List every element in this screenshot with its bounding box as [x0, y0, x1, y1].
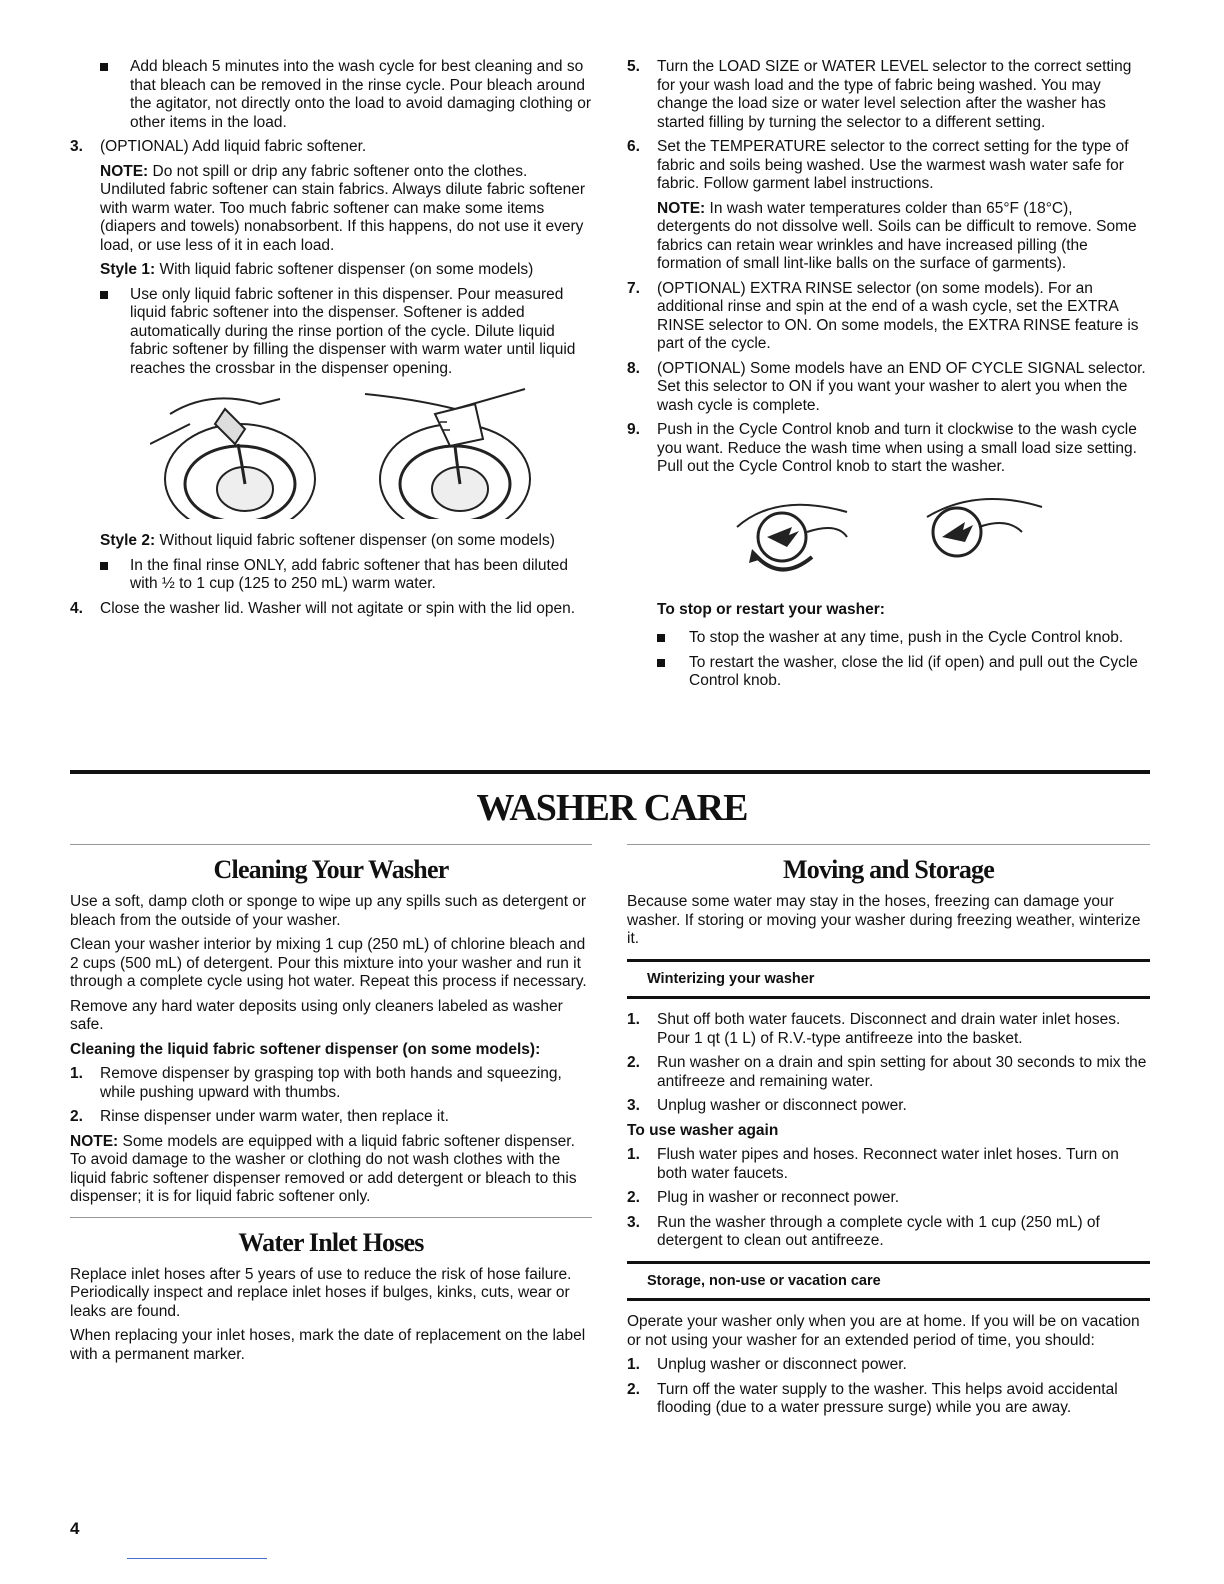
step-4: [70, 600, 595, 619]
softener-illustrations: [70, 384, 595, 524]
divider: [70, 844, 592, 845]
restart-bullet: To restart the washer, close the lid (if open) and pull out the Cycle Control knob.: [627, 654, 1150, 691]
temperature-note: [657, 200, 1150, 274]
divider: [70, 1217, 592, 1218]
step-number: 5.: [627, 58, 640, 75]
step-number: 1.: [627, 1356, 640, 1373]
step-number: 2.: [627, 1380, 640, 1398]
step-number: 2.: [627, 1054, 640, 1071]
bleach-bullet: Add bleach 5 minutes into the wash cycle for best cleaning and so that bleach can be removed in the rinse cycle. Pour bleach around the agitator, not directly onto the load to avoid damaging clothing or other items in the load.: [70, 58, 595, 132]
pull-knob-illustration: [907, 487, 1057, 582]
step-text: Run the washer through a complete cycle with 1 cup (250 mL) of detergent to clean out antifreeze.: [657, 1213, 1100, 1249]
step-8: [627, 360, 1150, 416]
step-text: Close the washer lid. Washer will not agitate or spin with the lid open.: [100, 599, 575, 617]
dispenser-pour-illustration: [150, 384, 320, 519]
style-2-bullet: In the final rinse ONLY, add fabric softener that has been diluted with ½ to 1 cup (125 to 250 mL) warm water.: [70, 557, 595, 594]
cleaning-paragraph: Use a soft, damp cloth or sponge to wipe up any spills such as detergent or bleach from the outside of your washer.: [70, 893, 587, 929]
step-number: 1.: [70, 1065, 83, 1082]
step-number: 4.: [70, 599, 83, 617]
divider: [627, 844, 1150, 845]
cleaning-step: [70, 1065, 592, 1102]
step-number: 2.: [70, 1108, 83, 1125]
footer-line: [127, 1558, 267, 1559]
step-text: Shut off both water faucets. Disconnect and drain water inlet hoses. Pour 1 qt (1 L) of R.V.-type antifreeze into the basket.: [657, 1011, 1121, 1047]
step-text: (OPTIONAL) Some models have an END OF CYCLE SIGNAL selector. Set this selector to ON if you want your washer to alert you when the wash cycle is complete.: [657, 359, 1146, 414]
note-label: NOTE:: [100, 162, 149, 180]
style-2-text: Without liquid fabric softener dispenser (on some models): [155, 532, 555, 549]
step-text: Push in the Cycle Control knob and turn it clockwise to the wash cycle you want. Reduce the wash time when using a small load size setting. Pull out the Cycle Control knob to start the washer.: [657, 421, 1137, 475]
note-text: Some models are equipped with a liquid fabric softener dispenser. To avoid damage to the washer or clothing do not wash clothes with the liquid fabric softener dispenser removed or add detergent or bleach to this dispenser; it is for liquid fabric softener only.: [70, 1132, 577, 1205]
step-text: Remove dispenser by grasping top with both hands and squeezing, while pushing upward with thumbs.: [100, 1065, 562, 1101]
storage-step: [627, 1381, 1150, 1418]
winterizing-step: [627, 1011, 1150, 1048]
step-number: 6.: [627, 138, 640, 155]
hoses-title: Water Inlet Hoses: [238, 1227, 424, 1257]
winterizing-step: [627, 1097, 1150, 1116]
step-number: 3.: [627, 1213, 640, 1231]
section-title: WASHER CARE: [476, 787, 748, 829]
hoses-paragraph: When replacing your inlet hoses, mark the date of replacement on the label with a permanent marker.: [70, 1327, 586, 1363]
style-1-text: With liquid fabric softener dispenser (on some models): [155, 261, 534, 278]
step-number: 1.: [627, 1146, 640, 1163]
cleaning-paragraph: Clean your washer interior by mixing 1 cup (250 mL) of chlorine bleach and 2 cups (500 mL) of detergent. Pour this mixture into your washer and run it through a complete cycle using hot water. Repeat this process if necessary.: [70, 936, 587, 990]
winterizing-step: [627, 1054, 1150, 1091]
top-right-column: [627, 58, 1150, 697]
step-number: 3.: [70, 138, 83, 155]
storage-step: [627, 1356, 1150, 1375]
style-1-bullet: Use only liquid fabric softener in this dispenser. Pour measured liquid fabric softener into the dispenser. Softener is added automatically during the rinse portion of the cycle. Dilute liquid fabric softener by filling the dispenser with warm water until liquid reaches the crossbar in the dispenser opening.: [70, 286, 595, 379]
step-number: 8.: [627, 359, 640, 377]
moving-title: Moving and Storage: [783, 855, 994, 884]
style-1-label: Style 1:: [100, 261, 156, 278]
softener-note: [100, 163, 595, 256]
step-text: Turn the LOAD SIZE or WATER LEVEL selector to the correct setting for your wash load and the type of fabric being washed. You may change the load size or water level selection after the washer has started filling by turning the selector to a different setting.: [657, 58, 1132, 131]
style-1: [100, 261, 595, 280]
note-text: Do not spill or drip any fabric softener onto the clothes. Undiluted fabric softener can stain fabrics. Always dilute fabric softener with warm water. Too much fabric softener can make some items (diapers and towels) nonabsorbent. If this happens, do not use it every load, or use less of it in each load.: [100, 162, 586, 254]
style-2: [100, 532, 595, 551]
step-number: 2.: [627, 1189, 640, 1206]
step-text: Flush water pipes and hoses. Reconnect water inlet hoses. Turn on both water faucets.: [657, 1146, 1119, 1182]
page-number: 4: [70, 1519, 80, 1538]
dispenser-heading: Cleaning the liquid fabric softener dispenser (on some models):: [70, 1040, 541, 1058]
step-text: Rinse dispenser under warm water, then replace it.: [100, 1108, 449, 1125]
step-text: Plug in washer or reconnect power.: [657, 1189, 900, 1206]
step-text: Unplug washer or disconnect power.: [657, 1097, 907, 1114]
stop-bullet: To stop the washer at any time, push in the Cycle Control knob.: [627, 629, 1150, 648]
cleaning-step: [70, 1108, 592, 1127]
step-text: Set the TEMPERATURE selector to the correct setting for the type of fabric and soils being washed. Use the warmest wash water safe for fabric. Follow garment label instructions.: [657, 138, 1129, 192]
step-number: 3.: [627, 1097, 640, 1114]
note-text: In wash water temperatures colder than 65°F (18°C), detergents do not dissolve well. Soils can be difficult to remove. Some fabrics can retain wear wrinkles and have increased pilling (the formation of small lint-like balls on the surface of garments).: [657, 199, 1137, 272]
step-5: [627, 58, 1150, 132]
hoses-paragraph: Replace inlet hoses after 5 years of use to reduce the risk of hose failure. Periodically inspect and replace inlet hoses if bulges, kinks, cuts, wear or leaks are found.: [70, 1265, 572, 1320]
step-number: 1.: [627, 1011, 640, 1028]
step-text: Turn off the water supply to the washer. This helps avoid accidental flooding (due to a water pressure surge) while you are away.: [657, 1380, 1118, 1416]
stop-restart-heading: To stop or restart your washer:: [657, 600, 885, 618]
use-again-step: [627, 1214, 1150, 1251]
dispenser-note: [70, 1133, 592, 1207]
use-again-step: [627, 1189, 1150, 1208]
section-divider: [70, 770, 1150, 774]
bottom-left-column: [70, 844, 592, 1370]
step-3: [70, 138, 595, 157]
step-7: [627, 280, 1150, 354]
step-6: [627, 138, 1150, 194]
note-label: NOTE:: [657, 199, 706, 217]
step-text: Unplug washer or disconnect power.: [657, 1356, 907, 1373]
knob-illustrations: [627, 487, 1150, 587]
bottom-right-column: [627, 844, 1150, 1424]
measuring-cup-illustration: [365, 384, 535, 519]
use-again-heading: To use washer again: [627, 1121, 779, 1139]
style-2-label: Style 2:: [100, 532, 156, 549]
top-left-column: [70, 58, 595, 624]
step-9: [627, 421, 1150, 477]
use-again-step: [627, 1146, 1150, 1183]
cleaning-paragraph: Remove any hard water deposits using only cleaners labeled as washer safe.: [70, 997, 563, 1033]
note-label: NOTE:: [70, 1132, 119, 1150]
storage-intro: Operate your washer only when you are at home. If you will be on vacation or not using your washer for an extended period of time, you should:: [627, 1313, 1140, 1349]
storage-heading: Storage, non-use or vacation care: [627, 1261, 1150, 1302]
winterizing-heading: Winterizing your washer: [627, 959, 1150, 1000]
step-text: (OPTIONAL) EXTRA RINSE selector (on some models). For an additional rinse and spin at the end of a wash cycle, set the EXTRA RINSE selector to ON. On some models, the EXTRA RINSE feature is part of the cycle.: [657, 279, 1139, 352]
step-text: (OPTIONAL) Add liquid fabric softener.: [100, 138, 367, 155]
step-number: 9.: [627, 421, 640, 438]
turn-knob-illustration: [727, 487, 877, 582]
step-text: Run washer on a drain and spin setting for about 30 seconds to mix the antifreeze and remaining water.: [657, 1054, 1147, 1090]
step-number: 7.: [627, 279, 640, 297]
moving-intro: Because some water may stay in the hoses, freezing can damage your washer. If storing or moving your washer during freezing weather, winterize it.: [627, 893, 1141, 947]
cleaning-title: Cleaning Your Washer: [213, 855, 449, 884]
